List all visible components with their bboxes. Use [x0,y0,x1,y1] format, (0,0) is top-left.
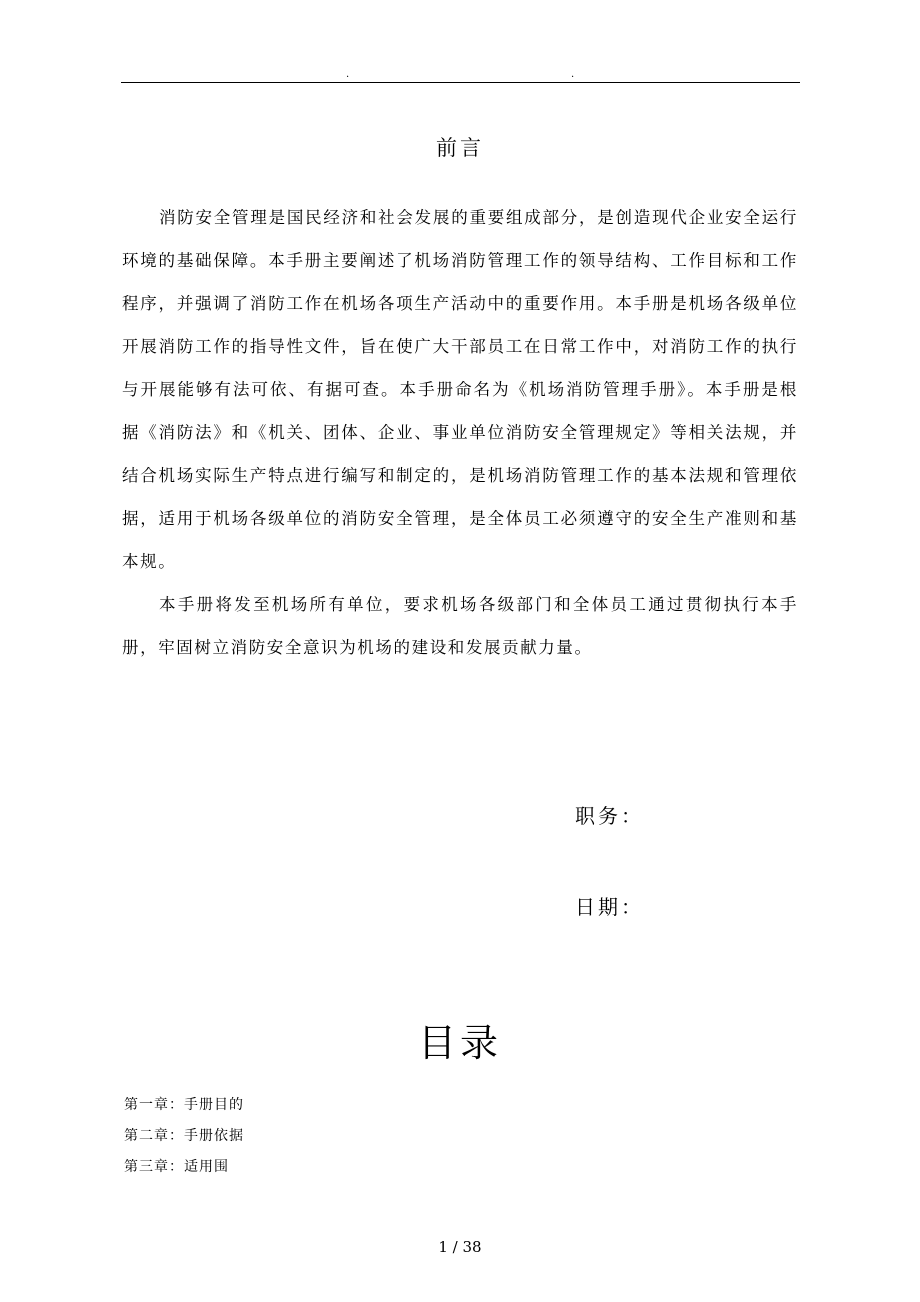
header-dot-left: . [346,69,350,80]
toc-list [124,1090,244,1183]
toc-item-chapter-3[interactable]: 第三章：适用围 [124,1159,229,1175]
date-label: 日期： [575,895,644,919]
position-label: 职务： [575,804,644,828]
preface-paragraph-2: 本手册将发至机场所有单位，要求机场各级部门和全体员工通过贯彻执行本手册，牢固树立消防安全意识为机场的建设和发展贡献力量。 [122,595,798,657]
header-rule [121,82,800,83]
page-number: 1 / 38 [438,1238,482,1256]
toc-item-chapter-2[interactable]: 第二章：手册依据 [124,1128,244,1144]
header-dot-right: . [571,69,575,80]
preface-title: 前言 [436,136,484,160]
preface-paragraph-1: 消防安全管理是国民经济和社会发展的重要组成部分，是创造现代企业安全运行环境的基础保障。本手册主要阐述了机场消防管理工作的领导结构、工作目标和工作程序，并强调了消防工作在机场各项生产活动中的重要作用。本手册是机场各级单位开展消防工作的指导性文件，旨在使广大干部员工在日常工作中，对消防工作的执行与开展能够有法可依、有据可查。本手册命名为《机场消防管理手册》。本手册是根据《消防法》和《机关、团体、企业、事业单位消防安全管理规定》等相关法规，并结合机场实际生产特点进行编写和制定的，是机场消防管理工作的基本法规和管理依据，适用于机场各级单位的消防安全管理，是全体员工必须遵守的安全生产准则和基本规。 [122,208,798,571]
toc-item-chapter-1[interactable]: 第一章：手册目的 [124,1097,244,1113]
toc-title: 目录 [417,1021,502,1065]
